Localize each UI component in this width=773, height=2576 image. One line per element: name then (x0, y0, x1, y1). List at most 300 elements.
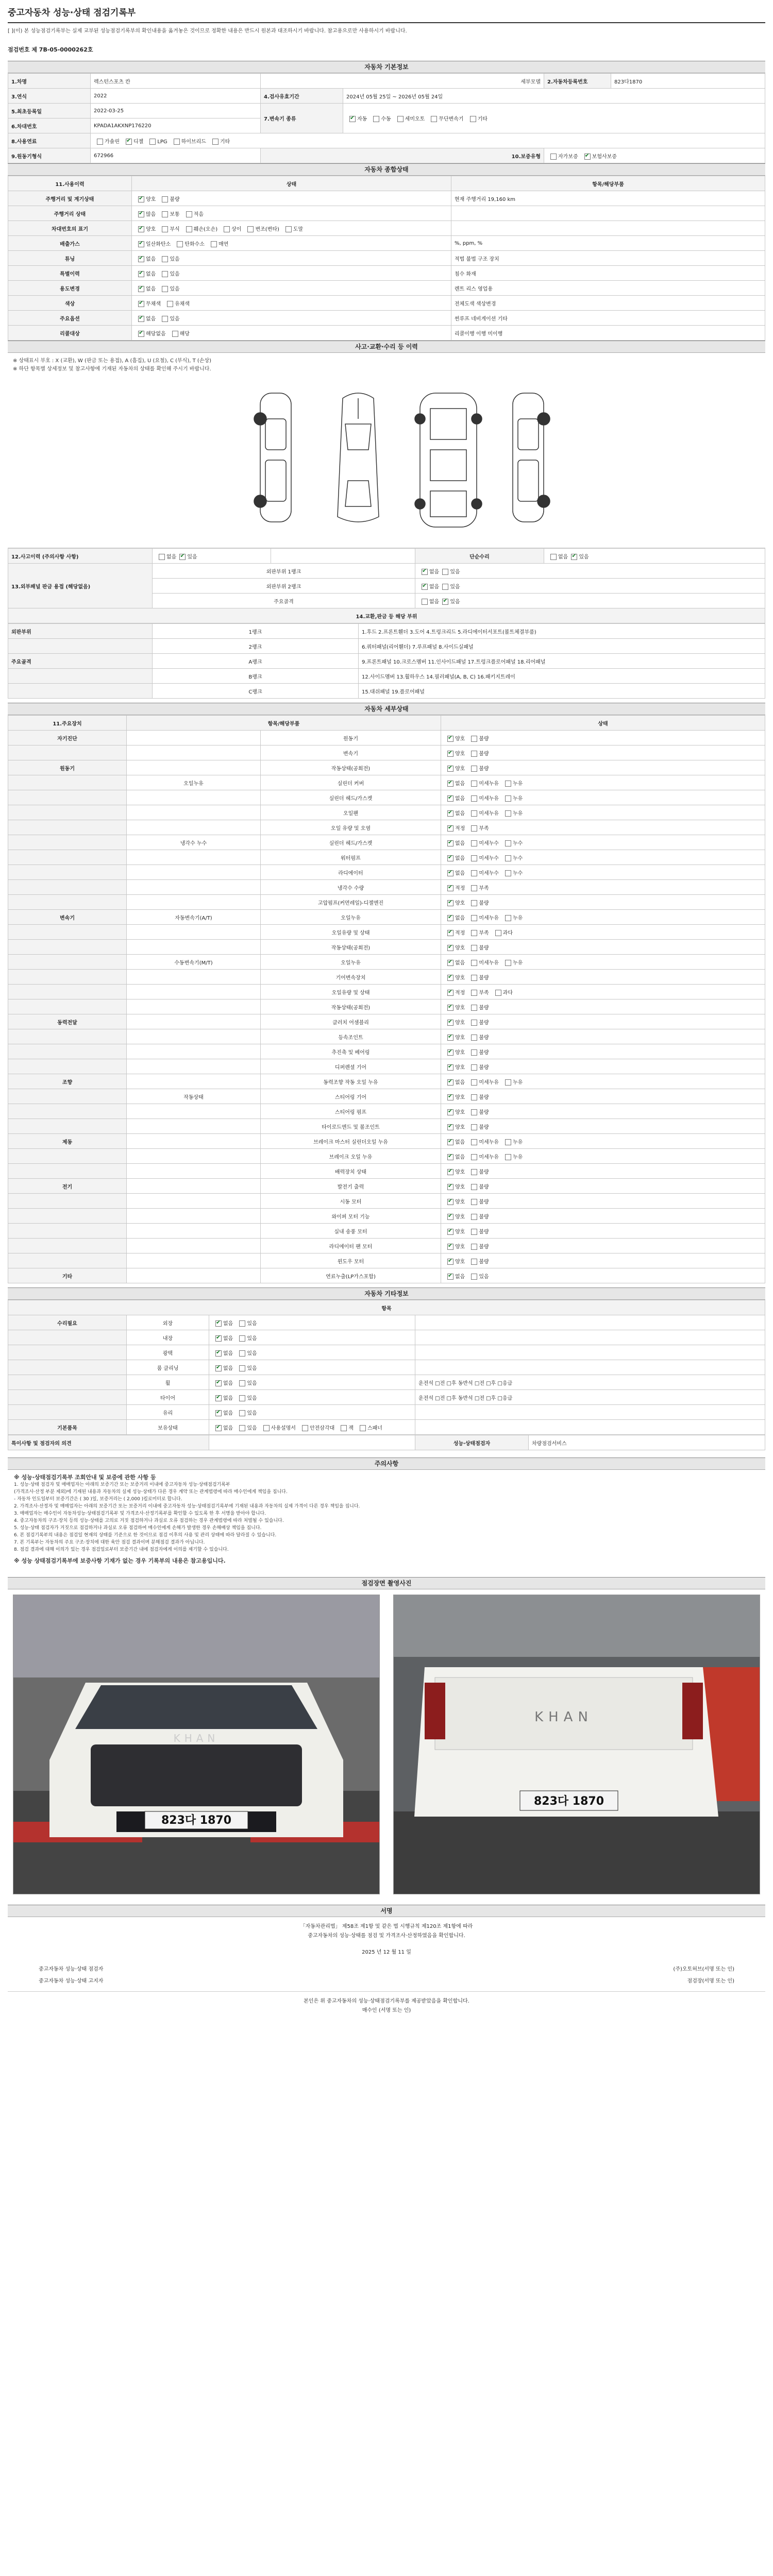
detail-group (8, 790, 127, 805)
checkbox (212, 139, 219, 145)
accident-state: ✔ 없음 있음 (415, 564, 765, 579)
option-label: 양호 (455, 1199, 465, 1205)
other-extra (415, 1420, 765, 1435)
other-extra: 운전석 □전 □후 동반석 □전 □후 □응급 (415, 1375, 765, 1390)
checkbox (471, 810, 477, 817)
other-item: 외장 (127, 1315, 209, 1330)
detail-item: 고압펌프(커먼레일)-디젤엔진 (261, 895, 441, 910)
detail-row (8, 1044, 765, 1059)
detail-sub (127, 1253, 261, 1268)
option-label: 있음 (247, 1380, 257, 1386)
option-label: 보험사보증 (592, 154, 617, 160)
fuel-options (91, 133, 765, 148)
general-note: %, ppm, % (451, 236, 765, 251)
checkbox (471, 1109, 477, 1115)
detail-sub: 오일누유 (127, 775, 261, 790)
detail-row (8, 1209, 765, 1224)
accident-table (8, 548, 765, 623)
option-label: 양호 (455, 766, 465, 772)
general-note: 썬루프 네비게이션 기타 (451, 311, 765, 326)
other-extra: 운전석 □전 □후 동반석 □전 □후 □응급 (415, 1390, 765, 1405)
general-label: 특별이력 (8, 266, 132, 281)
option-label: 불량 (479, 1244, 489, 1250)
checkbox (239, 1350, 245, 1357)
caution-line: 1. 성능·상태 점검자 및 매매업자는 아래의 보증기간 또는 보증거리 이내에 중고자동차 성능·상태점검기록부 (14, 1482, 230, 1487)
opinion-value (209, 1435, 415, 1450)
general-label: 용도변경 (8, 281, 132, 296)
checkbox (447, 781, 453, 787)
detail-state (441, 1059, 765, 1074)
checkbox (471, 736, 477, 742)
checkbox (215, 1410, 222, 1416)
checkbox (447, 1094, 453, 1100)
detail-state (441, 731, 765, 745)
option-label: 양호 (455, 1244, 465, 1250)
checkbox (126, 139, 132, 145)
option-label: 불량 (479, 1035, 489, 1041)
rear-photo (393, 1595, 760, 1894)
checkbox (138, 316, 144, 322)
detail-state (441, 970, 765, 985)
option-label: 없음 (455, 810, 465, 817)
detail-group (8, 999, 127, 1014)
checkbox (471, 751, 477, 757)
checkbox (505, 795, 511, 802)
basic-label: 세부모델 (261, 74, 544, 89)
panel-parts: 12.사이드멤버 13.휠하우스 14.필러패널(A, B, C) 16.패키지트레이 (359, 669, 765, 684)
checkbox (471, 960, 477, 966)
other-extra (415, 1360, 765, 1375)
option-label: 누수 (512, 855, 523, 861)
option-label: 과다 (502, 990, 513, 996)
detail-item: 실린더 헤드/가스켓 (261, 790, 441, 805)
checkbox (447, 960, 453, 966)
accident-state: ✔ 없음 있음 (415, 579, 765, 594)
option-label: 적정 (455, 990, 465, 996)
option-label: 양호 (455, 1259, 465, 1265)
detail-state (441, 910, 765, 925)
general-note: 렌트 리스 영업용 (451, 281, 765, 296)
option-label: 양호 (146, 226, 156, 232)
detail-state (441, 1149, 765, 1164)
option-label: 상이 (231, 226, 242, 232)
detail-sub (127, 850, 261, 865)
checkbox (167, 301, 173, 307)
checkbox (471, 930, 477, 936)
checkbox (447, 1005, 453, 1011)
basic-label: 8.사용연료 (8, 133, 91, 148)
front-plate: 823다 1870 (161, 1814, 232, 1827)
detail-state (441, 1014, 765, 1029)
option-label: 있음 (247, 1425, 257, 1431)
other-state (209, 1330, 415, 1345)
detail-row (8, 745, 765, 760)
detail-item: 오일누유 (261, 955, 441, 970)
basic-value: KPADA1AKXNP176220 (91, 118, 261, 133)
other-row (8, 1360, 765, 1375)
detail-row (8, 1119, 765, 1134)
detail-group (8, 805, 127, 820)
section-caution-header: 주의사항 (8, 1458, 765, 1470)
general-label: 튜닝 (8, 251, 132, 266)
general-row (8, 326, 765, 341)
option-label: 없음 (223, 1350, 233, 1357)
detail-sub (127, 1074, 261, 1089)
checkbox (97, 139, 103, 145)
option-label: 있음 (170, 256, 180, 262)
signer-role: 중고자동차 성능·상태 점검자 (39, 1967, 104, 1972)
general-row (8, 251, 765, 266)
option-label: 양호 (455, 1020, 465, 1026)
checkbox (138, 331, 144, 337)
signer-name: (주)오토허브(서명 또는 인) (673, 1967, 734, 1972)
detail-group: 기타 (8, 1268, 127, 1283)
legend-line: ※ 상태표시 부호 : X (교환), W (판금 또는 용접), A (흠집), U (요철), C (부식), T (손상) (13, 358, 212, 364)
general-label: 색상 (8, 296, 132, 311)
checkbox (447, 1169, 453, 1175)
option-label: 훼손(오손) (193, 226, 218, 232)
other-table (8, 1300, 765, 1435)
basic-value: 2024년 05월 25일 ~ 2026년 05월 24일 (343, 89, 765, 104)
detail-item: 브레이크 마스터 실린더오일 누유 (261, 1134, 441, 1149)
detail-sub (127, 865, 261, 880)
other-item: 보유상태 (127, 1420, 209, 1435)
checkbox (447, 975, 453, 981)
checkbox (471, 1154, 477, 1160)
option-label: 불량 (479, 1064, 489, 1071)
accident-label: 13.외부패널 판금 용접 (해당없음) (8, 564, 153, 608)
detail-row (8, 925, 765, 940)
checkbox (505, 855, 511, 861)
transmission-options (343, 104, 765, 133)
panel-row (8, 654, 765, 669)
checkbox (471, 975, 477, 981)
checkbox (302, 1425, 308, 1431)
checkbox (360, 1425, 366, 1431)
checkbox (447, 1020, 453, 1026)
option-label: 양호 (455, 1184, 465, 1190)
option-label: 보통 (170, 211, 180, 217)
opinion-label: 특이사항 및 점검자의 의견 (8, 1435, 209, 1450)
checkbox (447, 870, 453, 876)
warranty-options (544, 148, 765, 163)
detail-sub (127, 880, 261, 895)
general-note: 현재 주행거리 19,160 km (451, 191, 765, 206)
detail-sub (127, 1134, 261, 1149)
option-label: 있음 (170, 271, 180, 277)
detail-sub: 작동상태 (127, 1089, 261, 1104)
detail-item: 시동 모터 (261, 1194, 441, 1209)
detail-item: 타이로드엔드 및 볼조인트 (261, 1119, 441, 1134)
option-label: 세미오토 (405, 116, 425, 122)
checkbox (495, 930, 501, 936)
checkbox (186, 226, 192, 232)
detail-row (8, 970, 765, 985)
detail-sub (127, 1179, 261, 1194)
detail-row (8, 835, 765, 850)
detail-row (8, 1134, 765, 1149)
detail-state (441, 1268, 765, 1283)
checkbox (471, 1124, 477, 1130)
checkbox (471, 1064, 477, 1071)
option-label: 누유 (512, 781, 523, 787)
report-container (8, 0, 765, 2021)
checkbox (471, 1244, 477, 1250)
detail-row (8, 820, 765, 835)
option-label: 불량 (479, 1199, 489, 1205)
detail-state (441, 1239, 765, 1253)
detail-sub (127, 1119, 261, 1134)
option-label: 누수 (512, 840, 523, 846)
detail-row (8, 1253, 765, 1268)
detail-row (8, 940, 765, 955)
option-label: 양호 (455, 975, 465, 981)
option-label: 없음 (455, 840, 465, 846)
detail-sub (127, 985, 261, 999)
option-label: 누수 (512, 870, 523, 876)
option-label: 양호 (455, 1109, 465, 1115)
detail-item: 오일누유 (261, 910, 441, 925)
detail-state (441, 1194, 765, 1209)
checkbox (447, 1199, 453, 1205)
caution-line: (가격조사·산정 부분 제외)에 기재된 내용과 자동차의 실제 성능·상태가 다른 경우 계약 또는 관계법령에 따라 매수인에게 책임을 집니다. (14, 1489, 288, 1495)
detail-sub (127, 1209, 261, 1224)
general-state (132, 326, 451, 341)
general-note: 리콜이행 이행 미이행 (451, 326, 765, 341)
detail-item: 브레이크 오일 누유 (261, 1149, 441, 1164)
section-basic-header: 자동차 기본정보 (8, 61, 765, 73)
option-label: 도말 (293, 226, 304, 232)
detail-item: 원동기 (261, 731, 441, 745)
detail-item: 오일 유량 및 오염 (261, 820, 441, 835)
option-label: 미세누수 (479, 870, 499, 876)
general-label: 주요옵션 (8, 311, 132, 326)
detail-state (441, 1164, 765, 1179)
option-label: 불량 (479, 1184, 489, 1190)
basic-value: 렉스턴스포츠 칸 (91, 74, 261, 89)
accident-sub: 외판부위 1랭크 (153, 564, 415, 579)
other-row (8, 1345, 765, 1360)
option-label: 부식 (170, 226, 180, 232)
checkbox (471, 1199, 477, 1205)
detail-group (8, 955, 127, 970)
checkbox (447, 736, 453, 742)
detail-row (8, 895, 765, 910)
other-row (8, 1390, 765, 1405)
option-label: 불량 (479, 945, 489, 951)
general-state (132, 221, 451, 236)
option-label: 없음 (223, 1410, 233, 1416)
panel-parts: 1.후드 2.프론트휀더 3.도어 4.트렁크리드 5.라디에이터서포트(볼트체결부품) (359, 624, 765, 639)
general-note: 침수 화재 (451, 266, 765, 281)
general-label: 주행거리 및 계기상태 (8, 191, 132, 206)
detail-row (8, 731, 765, 745)
other-extra (415, 1405, 765, 1420)
checkbox (149, 139, 156, 145)
car-side-right-icon (513, 393, 550, 522)
detail-state (441, 1119, 765, 1134)
car-diagram-svg (8, 378, 765, 548)
option-label: 없음 (223, 1335, 233, 1342)
checkbox (215, 1365, 222, 1371)
caution-line: 5. 성능·상태 점검자가 거짓으로 점검하거나 과실로 오류 점검하여 매수인에게 손해가 발생한 경우 손해배상 책임을 집니다. (14, 1526, 262, 1531)
checkbox (447, 1079, 453, 1086)
checkbox (447, 1184, 453, 1190)
detail-row (8, 1224, 765, 1239)
detail-row (8, 1194, 765, 1209)
general-note (451, 221, 765, 236)
general-state (132, 296, 451, 311)
detail-sub (127, 1268, 261, 1283)
detail-table (8, 715, 765, 1283)
other-state (209, 1420, 415, 1435)
detail-sub (127, 1149, 261, 1164)
basic-value: 2022 (91, 89, 261, 104)
checkbox (239, 1320, 245, 1327)
detail-state (441, 895, 765, 910)
checkbox (162, 271, 168, 277)
detail-group (8, 940, 127, 955)
checkbox (505, 1079, 511, 1086)
checkbox (505, 781, 511, 787)
legend-line: ※ 하단 항목별 상세정보 및 참고사항에 기재된 자동차의 상태를 확인해 주시기 바랍니다. (13, 366, 211, 372)
detail-item: 기어변속장치 (261, 970, 441, 985)
general-state (132, 281, 451, 296)
checkbox (247, 226, 254, 232)
detail-group: 원동기 (8, 760, 127, 775)
option-label: 양호 (455, 1049, 465, 1056)
detail-item: 배력장치 상태 (261, 1164, 441, 1179)
other-state (209, 1375, 415, 1390)
other-state (209, 1315, 415, 1330)
detail-state (441, 1089, 765, 1104)
detail-item: 작동상태(공회전) (261, 760, 441, 775)
detail-group (8, 925, 127, 940)
option-label: 기타 (220, 139, 230, 145)
detail-sub (127, 1029, 261, 1044)
checkbox (162, 196, 168, 202)
option-label: 불량 (479, 1094, 489, 1100)
option-label: 없음 (455, 795, 465, 802)
general-head-note: 항목/해당부품 (451, 176, 765, 191)
option-label: 불량 (170, 196, 180, 202)
checkbox (162, 226, 168, 232)
option-label: 누유 (512, 795, 523, 802)
signer-role: 중고자동차 성능·상태 고지자 (39, 1978, 104, 1984)
option-label: 있음 (247, 1365, 257, 1371)
option-label: 과다 (502, 930, 513, 936)
checkbox (495, 990, 501, 996)
detail-group (8, 1029, 127, 1044)
checkbox (186, 211, 192, 217)
accident-sub: 외판부위 2랭크 (153, 579, 415, 594)
option-label: 매연 (218, 241, 229, 247)
section-other-header: 자동차 기타정보 (8, 1287, 765, 1300)
checkbox (505, 915, 511, 921)
front-photo (13, 1595, 380, 1894)
detail-item: 스티어링 펌프 (261, 1104, 441, 1119)
checkbox (447, 1274, 453, 1280)
detail-group (8, 1119, 127, 1134)
option-label: 없음 (146, 256, 156, 262)
option-label: 누유 (512, 915, 523, 921)
option-label: 있음 (170, 316, 180, 322)
detail-state (441, 999, 765, 1014)
detail-state (441, 985, 765, 999)
checkbox (215, 1380, 222, 1386)
detail-sub: 자동변속기(A/T) (127, 910, 261, 925)
checkbox (138, 196, 144, 202)
general-row (8, 281, 765, 296)
option-label: 있음 (479, 1274, 489, 1280)
caution-final-wrap (8, 1557, 765, 1569)
checkbox (447, 795, 453, 802)
option-label: 불량 (479, 766, 489, 772)
detail-row (8, 1074, 765, 1089)
option-label: 양호 (455, 1229, 465, 1235)
detail-sub (127, 805, 261, 820)
option-label: 없음 (223, 1395, 233, 1401)
caution-line: 8. 점검 결과에 대해 이의가 있는 경우 점검일로부터 보증기간 내에 점검자에게 이의를 제기할 수 있습니다. (14, 1547, 229, 1552)
checkbox (505, 810, 511, 817)
option-label: 자동 (357, 116, 367, 122)
option-label: 미세누유 (479, 810, 499, 817)
caution-line: 6. 본 점검기록부의 내용은 점검일 현재의 상태를 기준으로 한 것이므로 점검 이후의 사용 및 관리 상태에 따라 달라질 수 있습니다. (14, 1533, 277, 1538)
detail-group (8, 865, 127, 880)
detail-sub (127, 1104, 261, 1119)
detail-row (8, 1014, 765, 1029)
option-label: 무채색 (146, 301, 161, 307)
detail-sub: 수동변속기(M/T) (127, 955, 261, 970)
option-label: 부족 (479, 990, 489, 996)
car-side-left-icon (254, 393, 291, 522)
detail-group (8, 1059, 127, 1074)
other-group (8, 1390, 127, 1405)
option-label: 미세누유 (479, 915, 499, 921)
checkbox (447, 930, 453, 936)
detail-item: 냉각수 수량 (261, 880, 441, 895)
detail-row (8, 1059, 765, 1074)
checkbox (471, 885, 477, 891)
other-row (8, 1330, 765, 1345)
rear-plate: 823다 1870 (533, 1795, 604, 1808)
accident-state: 없음✔ 있음 (415, 594, 765, 608)
checkbox (447, 751, 453, 757)
checkbox (285, 226, 292, 232)
checkbox (471, 945, 477, 951)
checkbox (162, 256, 168, 262)
option-label: 있음 (247, 1320, 257, 1327)
buyer-sign (8, 1991, 765, 2021)
option-label: 불량 (479, 1124, 489, 1130)
option-label: 누유 (512, 1154, 523, 1160)
option-label: 없음 (455, 1154, 465, 1160)
other-item: 룸 클리닝 (127, 1360, 209, 1375)
detail-row (8, 1164, 765, 1179)
detail-state (441, 805, 765, 820)
detail-state (441, 790, 765, 805)
checkbox (471, 900, 477, 906)
detail-group: 동력전달 (8, 1014, 127, 1029)
other-row (8, 1375, 765, 1390)
checkbox (447, 825, 453, 832)
detail-sub (127, 1014, 261, 1029)
general-row (8, 311, 765, 326)
checkbox (471, 1094, 477, 1100)
detail-sub (127, 940, 261, 955)
detail-item: 변속기 (261, 745, 441, 760)
checkbox (447, 840, 453, 846)
